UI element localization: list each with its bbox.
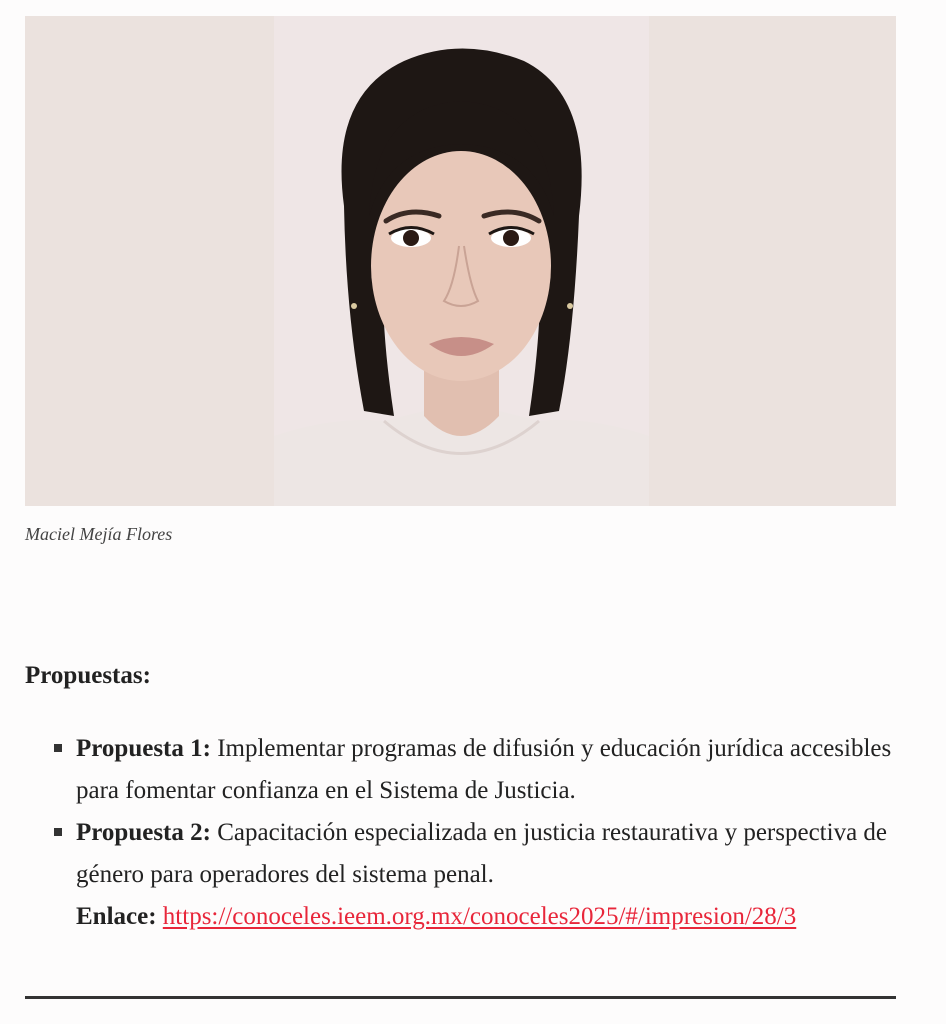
candidate-photo [25, 16, 896, 506]
proposal-text: Capacitación especializada en justicia restaurativa y perspectiva de género para operadores del sistema penal. [76, 819, 888, 888]
proposals-list [76, 728, 926, 938]
portrait-image [274, 16, 649, 506]
square-bullet-icon [54, 828, 62, 836]
square-bullet-icon [54, 744, 62, 752]
link-label: Enlace: [76, 903, 157, 930]
list-item [76, 812, 926, 938]
portrait-illustration [274, 16, 649, 506]
proposal-label: Propuesta 1: [76, 735, 211, 762]
proposal-label: Propuesta 2: [76, 819, 211, 846]
proposal-link[interactable]: https://conoceles.ieem.org.mx/conoceles2025/#/impresion/28/3 [162, 903, 797, 930]
list-item [76, 728, 926, 812]
proposal-text: Implementar programas de difusión y educación jurídica accesibles para fomentar confianza en el Sistema de Justicia. [76, 735, 892, 804]
proposals-heading: Propuestas: [25, 662, 151, 689]
section-divider [25, 996, 896, 999]
photo-caption: Maciel Mejía Flores [25, 524, 173, 544]
